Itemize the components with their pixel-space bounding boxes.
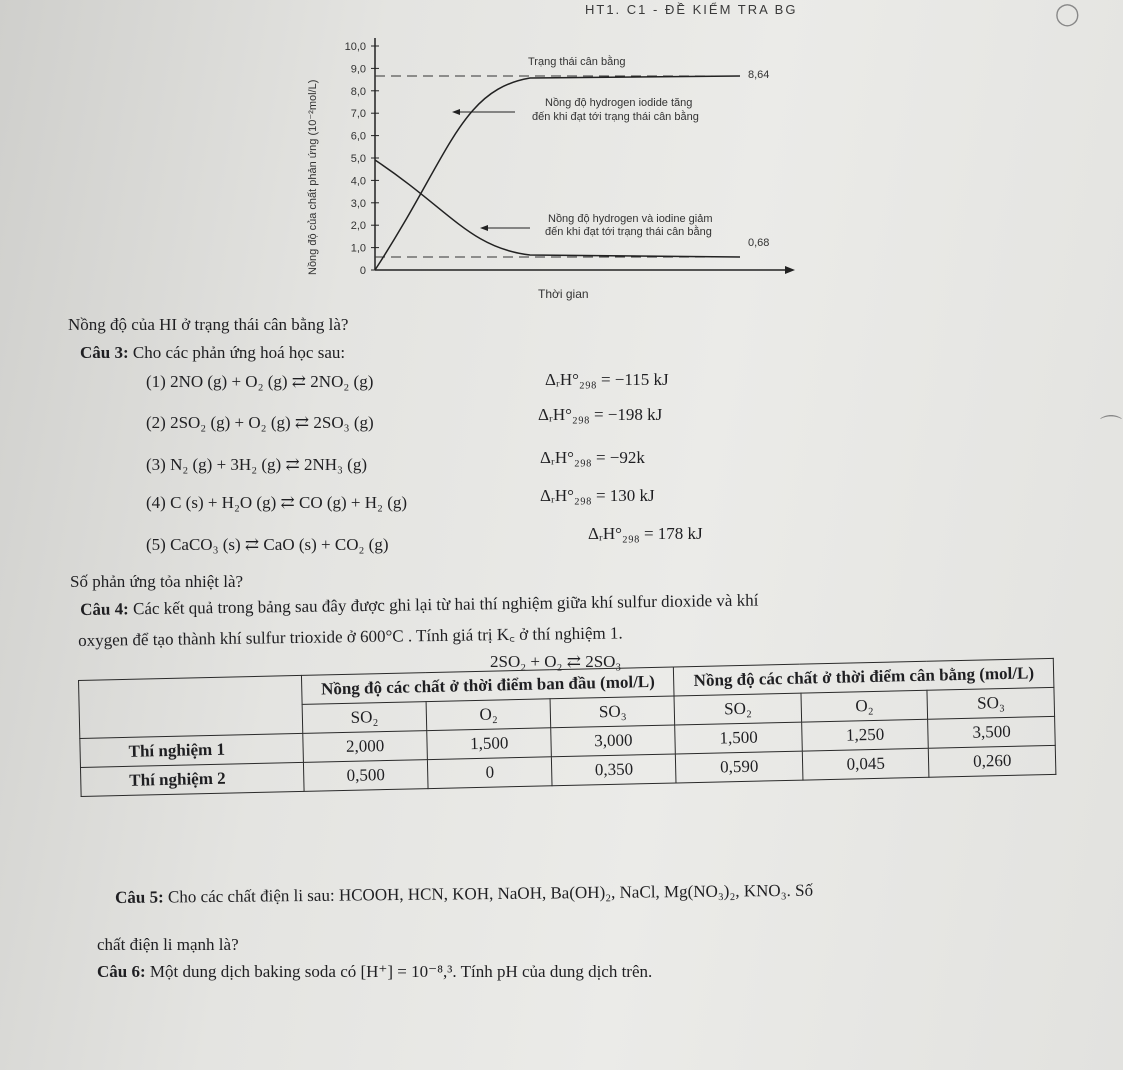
table-cell: 2,000 bbox=[303, 731, 428, 763]
reaction-5-enthalpy: ΔᵣH°₂₉₈ = 178 kJ bbox=[588, 524, 703, 543]
table-cell: 0 bbox=[428, 757, 553, 789]
table-title: 2SO₂ + O₂ ⇄ 2SO₃ bbox=[490, 652, 622, 671]
reaction-1-enthalpy: ΔᵣH°₂₉₈ = −115 kJ bbox=[545, 370, 669, 389]
table-cell: 3,500 bbox=[928, 716, 1055, 748]
y-tick-label: 10,0 bbox=[344, 41, 366, 53]
x-axis-arrow bbox=[785, 266, 795, 274]
reaction-2-enthalpy: ΔᵣH°₂₉₈ = −198 kJ bbox=[538, 405, 663, 424]
y-tick-label: 1,0 bbox=[350, 242, 366, 255]
table-cell: 1,250 bbox=[802, 719, 929, 751]
h2-note-2: đến khi đạt tới trạng thái cân bằng bbox=[545, 226, 712, 238]
reaction-3-enthalpy: ΔᵣH°₂₉₈ = −92k bbox=[540, 448, 645, 467]
col-so2-initial: SO₂ bbox=[302, 702, 427, 734]
header-equilibrium: Nồng độ các chất ở thời điểm cân bằng (mol/L) bbox=[674, 658, 1054, 696]
margin-scribble-icon: ⌒ bbox=[1100, 415, 1123, 440]
concentration-time-chart bbox=[300, 20, 820, 310]
h2-value-label: 0,68 bbox=[748, 237, 770, 249]
q5-label: Câu 5: bbox=[115, 887, 164, 907]
table-cell: 0,350 bbox=[552, 754, 677, 786]
q2-text: Nồng độ của HI ở trạng thái cân bằng là? bbox=[68, 315, 349, 334]
q3-intro: Cho các phản ứng hoá học sau: bbox=[128, 343, 346, 362]
y-tick-label: 8,0 bbox=[350, 85, 366, 98]
y-tick-label: 7,0 bbox=[350, 108, 366, 121]
q6-label: Câu 6: bbox=[97, 962, 146, 981]
equilibrium-label: Trạng thái cân bằng bbox=[528, 56, 626, 68]
hi-value-label: 8,64 bbox=[748, 69, 770, 81]
table-cell: 3,000 bbox=[551, 725, 676, 757]
y-tick-label: 5,0 bbox=[350, 153, 366, 165]
margin-mark-icon: ◯ bbox=[1055, 2, 1080, 27]
reaction-4-enthalpy: ΔᵣH°₂₉₈ = 130 kJ bbox=[540, 486, 655, 505]
col-o2-initial: O₂ bbox=[426, 699, 551, 731]
table-corner-cell bbox=[79, 675, 303, 738]
table-cell: 0,260 bbox=[929, 745, 1056, 777]
q5-text bbox=[115, 881, 813, 908]
q4-text-2: oxygen để tạo thành khí sulfur trioxide ở 600°C . Tính giá trị K꜀ ở thí nghiệm 1. bbox=[78, 623, 623, 650]
table-cell: 1,500 bbox=[675, 722, 802, 754]
col-o2-eq: O₂ bbox=[801, 690, 928, 722]
q4-label: Câu 4: bbox=[80, 599, 129, 619]
y-tick-label: 3,0 bbox=[350, 197, 366, 210]
hi-note-arrowhead bbox=[452, 109, 460, 115]
reaction-4: (4) C (s) + H₂O (g) ⇄ CO (g) + H₂ (g) bbox=[146, 493, 408, 512]
experiment-table bbox=[78, 658, 1056, 797]
chart-ylabel: Nồng độ của chất phản ứng (10⁻²mol/L) bbox=[307, 79, 319, 275]
y-tick-label: 0 bbox=[359, 265, 366, 277]
col-so3-initial: SO₃ bbox=[550, 696, 675, 728]
reaction-2: (2) 2SO₂ (g) + O₂ (g) ⇄ 2SO₃ (g) bbox=[146, 413, 374, 432]
hi-note-2: đến khi đạt tới trạng thái cân bằng bbox=[532, 111, 699, 123]
reaction-5: (5) CaCO₃ (s) ⇄ CaO (s) + CO₂ (g) bbox=[146, 535, 389, 554]
q6-text-body: Một dung dịch baking soda có [H⁺] = 10⁻⁸,³. Tính pH của dung dịch trên. bbox=[145, 962, 653, 981]
y-tick-label: 6,0 bbox=[350, 130, 366, 143]
table-cell: 0,500 bbox=[303, 760, 428, 792]
hi-note-1: Nồng độ hydrogen iodide tăng bbox=[545, 97, 693, 109]
q3-label: Câu 3: bbox=[80, 343, 129, 362]
q5-text-2: chất điện li mạnh là? bbox=[97, 935, 239, 954]
y-tick-label: 4,0 bbox=[350, 175, 366, 188]
q5-text-body: Cho các chất điện li sau: HCOOH, HCN, KOH, NaOH, Ba(OH)₂, NaCl, Mg(NO₃)₂, KNO₃. Số bbox=[163, 880, 814, 907]
q6-text bbox=[97, 962, 652, 982]
y-tick-label: 9,0 bbox=[350, 63, 366, 76]
col-so3-eq: SO₃ bbox=[927, 687, 1054, 719]
row-label: Thí nghiệm 2 bbox=[80, 762, 304, 796]
table-cell: 1,500 bbox=[427, 728, 552, 760]
page-header: HT1. C1 - ĐỀ KIỂM TRA BG bbox=[585, 2, 798, 17]
q3-question: Số phản ứng tỏa nhiệt là? bbox=[70, 572, 244, 591]
q3-heading bbox=[80, 343, 345, 363]
y-ticks bbox=[345, 41, 379, 277]
h2-note-arrowhead bbox=[480, 225, 488, 231]
reaction-3: (3) N₂ (g) + 3H₂ (g) ⇄ 2NH₃ (g) bbox=[146, 455, 368, 474]
q4-text-1-body: Các kết quả trong bảng sau đây được ghi lại từ hai thí nghiệm giữa khí sulfur dioxide và khí bbox=[128, 590, 759, 619]
col-so2-eq: SO₂ bbox=[674, 693, 801, 725]
header-initial: Nồng độ các chất ở thời điểm ban đầu (mol/L) bbox=[301, 667, 674, 704]
chart-xlabel: Thời gian bbox=[538, 287, 589, 301]
table-cell: 0,590 bbox=[676, 751, 803, 783]
q4-text-1 bbox=[80, 591, 758, 620]
series-h2-curve bbox=[375, 160, 740, 257]
h2-note-1: Nồng độ hydrogen và iodine giảm bbox=[548, 213, 713, 225]
table-cell: 0,045 bbox=[802, 748, 929, 780]
y-tick-label: 2,0 bbox=[350, 220, 366, 233]
row-label: Thí nghiệm 1 bbox=[80, 733, 304, 767]
reaction-1: (1) 2NO (g) + O₂ (g) ⇄ 2NO₂ (g) bbox=[146, 372, 374, 391]
